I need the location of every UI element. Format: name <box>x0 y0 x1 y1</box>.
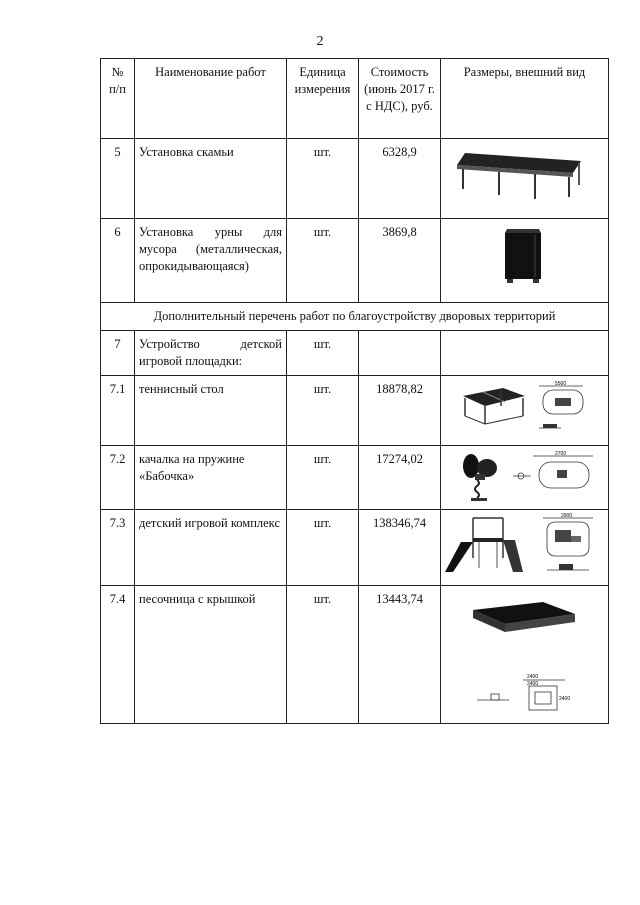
header-name: Наименование работ <box>135 59 287 139</box>
trash-bin-icon <box>443 221 603 291</box>
table-row <box>101 219 609 303</box>
row-cost: 17274,02 <box>359 445 441 509</box>
sandbox-dim-a-label: 2400 <box>527 673 539 680</box>
row-num: 7.4 <box>101 585 135 723</box>
complex-width-label: 2900 <box>561 512 573 519</box>
row-name: песочница с крышкой <box>135 585 287 723</box>
row-unit: шт. <box>287 219 359 303</box>
header-appearance: Размеры, внешний вид <box>441 59 609 139</box>
row-image-cell <box>441 219 609 303</box>
row-num: 5 <box>101 139 135 219</box>
row-num: 7.3 <box>101 509 135 585</box>
row-name: теннисный стол <box>135 375 287 445</box>
row-num: 6 <box>101 219 135 303</box>
spring-rocker-icon <box>443 448 603 506</box>
row-name: Установка скамьи <box>135 139 287 219</box>
row-image-cell <box>441 585 609 723</box>
rocker-width-label: 2700 <box>555 450 567 457</box>
section-row <box>101 303 609 331</box>
row-num: 7.2 <box>101 445 135 509</box>
row-unit: шт. <box>287 139 359 219</box>
bench-icon <box>443 141 603 213</box>
tennis-width-label: 5500 <box>555 380 567 387</box>
row-cost: 13443,74 <box>359 585 441 723</box>
header-num: № п/п <box>101 59 135 139</box>
row-unit: шт. <box>287 375 359 445</box>
works-table <box>100 58 609 724</box>
row-name: качалка на пружине «Бабочка» <box>135 445 287 509</box>
row-unit: шт. <box>287 509 359 585</box>
row-unit: шт. <box>287 585 359 723</box>
row-image-cell <box>441 139 609 219</box>
row-cost: 3869,8 <box>359 219 441 303</box>
row-name: Устройство детской игровой площадки: <box>135 331 287 376</box>
row-cost: 138346,74 <box>359 509 441 585</box>
table-header-row <box>101 59 609 139</box>
table-row <box>101 375 609 445</box>
row-image-cell <box>441 509 609 585</box>
row-image-cell <box>441 445 609 509</box>
tennis-table-icon <box>443 378 603 440</box>
row-name: детский игровой комплекс <box>135 509 287 585</box>
sandbox-icon <box>443 588 603 720</box>
sandbox-dim-b-label: 2400 <box>527 680 539 687</box>
table-row <box>101 445 609 509</box>
playground-complex-icon <box>443 512 603 582</box>
table-row <box>101 585 609 723</box>
row-cost: 18878,82 <box>359 375 441 445</box>
row-image-cell <box>441 375 609 445</box>
row-num: 7.1 <box>101 375 135 445</box>
row-unit: шт. <box>287 331 359 376</box>
table-row <box>101 509 609 585</box>
table-row <box>101 139 609 219</box>
row-cost <box>359 331 441 376</box>
section-title: Дополнительный перечень работ по благоустройству дворовых территорий <box>101 303 609 331</box>
table-row <box>101 331 609 376</box>
row-name: Установка урны для мусора (металлическая, опрокидывающаяся) <box>135 219 287 303</box>
row-image-cell <box>441 331 609 376</box>
row-unit: шт. <box>287 445 359 509</box>
row-num: 7 <box>101 331 135 376</box>
sandbox-dim-c-label: 2400 <box>559 695 571 702</box>
header-unit: Единица измерения <box>287 59 359 139</box>
page-number: 2 <box>316 34 324 49</box>
header-cost: Стоимость (июнь 2017 г. с НДС), руб. <box>359 59 441 139</box>
row-cost: 6328,9 <box>359 139 441 219</box>
